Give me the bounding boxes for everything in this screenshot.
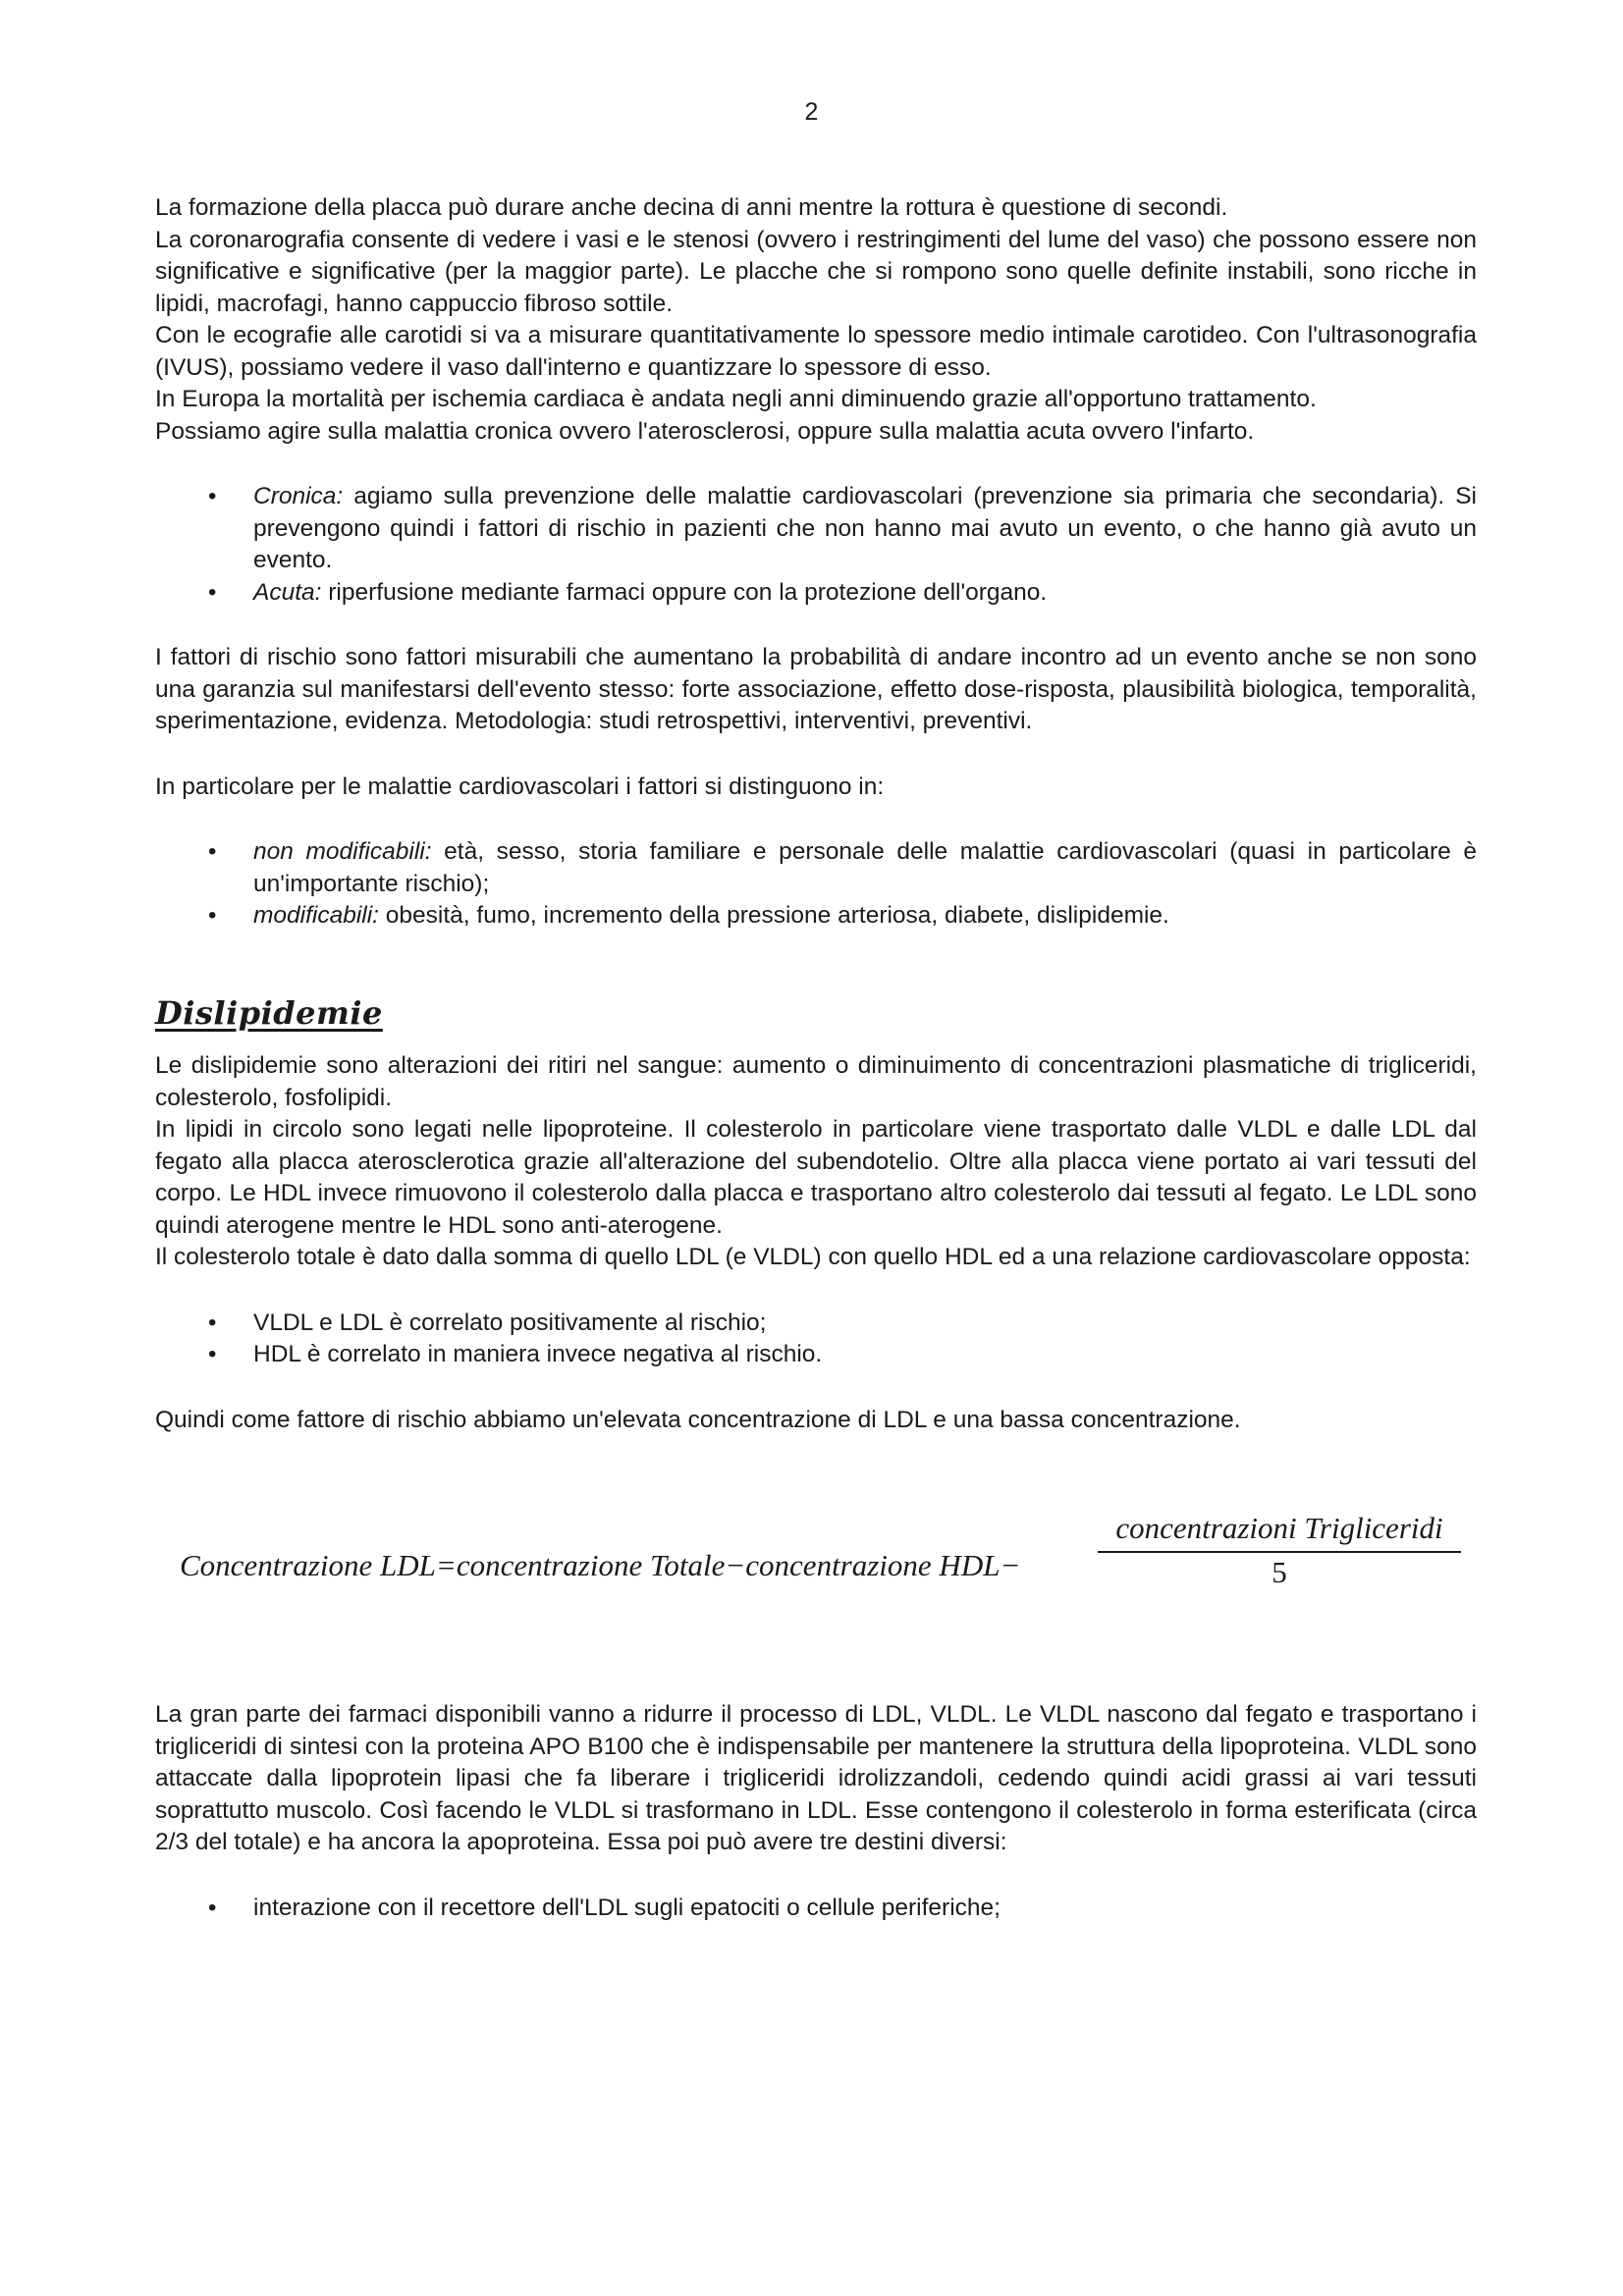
list-item-term: Acuta:: [253, 578, 322, 606]
list-item: [155, 1308, 1477, 1340]
paragraph: La coronarografia consente di vedere i vasi e le stenosi (ovvero i restringimenti del lume del vaso) che possono essere non significative e significative (per la maggior parte). Le placche che si rompono sono quelle definite instabili, sono ricche in lipidi, macrofagi, hanno cappuccio fibroso sottile.: [155, 226, 1477, 317]
paragraph: In lipidi in circolo sono legati nelle lipoproteine. Il colesterolo in particolare viene trasportato dalle VLDL e dalle LDL dal fegato alla placca aterosclerotica grazie all'alterazione del subendotelio. Oltre alla placca viene portato ai vari tessuti del corpo. Le HDL invece rimuovono il colesterolo dalla placca e trasportano altro colesterolo dai tessuti al fegato. Le LDL sono quindi aterogene mentre le HDL sono anti-aterogene.: [155, 1116, 1477, 1239]
list-item: [155, 481, 1477, 577]
paragraph: In particolare per le malattie cardiovascolari i fattori si distinguono in:: [155, 773, 885, 800]
bullet-list-lipoproteins: [155, 1308, 1477, 1371]
fraction-bar: [1098, 1551, 1461, 1553]
bullet-icon: •: [208, 1341, 217, 1367]
list-item-text: interazione con il recettore dell'LDL sugli epatociti o cellule periferiche;: [253, 1894, 1001, 1921]
formula-denominator: 5: [1271, 1554, 1287, 1589]
bullet-icon: •: [208, 578, 217, 606]
list-item-text: HDL è correlato in maniera invece negativa al rischio.: [253, 1341, 823, 1367]
bullet-list-risk-factors: [155, 836, 1477, 933]
paragraph: Con le ecografie alle carotidi si va a misurare quantitativamente lo spessore medio intimale carotideo. Con l'ultrasonografia (IVUS), possiamo vedere il vaso dall'interno e quantizzare lo spessore di esso.: [155, 322, 1477, 381]
bullet-icon: •: [208, 483, 217, 509]
list-item-text: riperfusione mediante farmaci oppure con la protezione dell'organo.: [321, 578, 1048, 606]
paragraph: Possiamo agire sulla malattia cronica ovvero l'aterosclerosi, oppure sulla malattia acuta ovvero l'infarto.: [155, 417, 1255, 445]
paragraph: In Europa la mortalità per ischemia cardiaca è andata negli anni diminuendo grazie all'opportuno trattamento.: [155, 386, 1317, 412]
list-item-term: modificabili:: [253, 902, 379, 929]
list-item-text: obesità, fumo, incremento della pressione arteriosa, diabete, dislipidemie.: [379, 902, 1169, 929]
list-item-text: VLDL e LDL è correlato positivamente al rischio;: [253, 1308, 767, 1336]
paragraph: Le dislipidemie sono alterazioni dei ritiri nel sangue: aumento o diminuimento di concentrazioni plasmatiche di trigliceridi, colesterolo, fosfolipidi.: [155, 1052, 1477, 1111]
list-item-text: età, sesso, storia familiare e personale delle malattie cardiovascolari (quasi in particolare è un'importante rischio);: [253, 838, 1477, 897]
bullet-icon: •: [208, 902, 217, 929]
page-number: 2: [804, 98, 819, 126]
ldl-formula: [155, 1513, 1477, 1621]
bullet-list-ldl-fates: [155, 1893, 1477, 1925]
list-item: [155, 1893, 1477, 1925]
list-item: [155, 836, 1477, 900]
paragraph: Il colesterolo totale è dato dalla somma di quello LDL (e VLDL) con quello HDL ed a una relazione cardiovascolare opposta:: [155, 1244, 1471, 1270]
list-item: [155, 900, 1477, 933]
list-item: [155, 577, 1477, 610]
page-content: [155, 192, 1477, 1924]
bullet-icon: •: [208, 838, 217, 865]
bullet-icon: •: [208, 1894, 217, 1921]
bullet-list-intervention: [155, 481, 1477, 609]
paragraph: La formazione della placca può durare anche decina di anni mentre la rottura è questione di secondi.: [155, 194, 1228, 221]
list-item-text: agiamo sulla prevenzione delle malattie cardiovascolari (prevenzione sia primaria che secondaria). Si prevengono quindi i fattori di rischio in pazienti che non hanno mai avuto un evento, o che hanno già avuto un evento.: [253, 483, 1477, 573]
paragraph: I fattori di rischio sono fattori misurabili che aumentano la probabilità di andare incontro ad un evento anche se non sono una garanzia sul manifestarsi dell'evento stesso: forte associazione, effetto dose-risposta, plausibilità biologica, temporalità, sperimentazione, evidenza. Metodologia: studi retrospettivi, interventivi, preventivi.: [155, 644, 1477, 734]
paragraph: La gran parte dei farmaci disponibili vanno a ridurre il processo di LDL, VLDL. Le VLDL nascono dal fegato e trasportano i trigliceridi di sintesi con la proteina APO B100 che è indispensabile per mantenere la struttura della lipoproteina. VLDL sono attaccate dalla lipoprotein lipasi che fa liberare i trigliceridi idrolizzandoli, cedendo quindi acidi grassi ai vari tessuti soprattutto muscolo. Così facendo le VLDL si trasformano in LDL. Esse contengono il colesterolo in forma esterificata (circa 2/3 del totale) e ha ancora la apoproteina. Essa poi può avere tre destini diversi:: [155, 1701, 1477, 1855]
list-item: [155, 1339, 1477, 1371]
paragraph: Quindi come fattore di rischio abbiamo un'elevata concentrazione di LDL e una bassa concentrazione.: [155, 1406, 1241, 1433]
formula-numerator: concentrazioni Trigliceridi: [1115, 1511, 1443, 1545]
formula-fraction: [1098, 1513, 1461, 1588]
section-heading: Dislipidemie: [155, 993, 383, 1032]
formula-expression: Concentrazione LDL=concentrazione Totale−concentrazione HDL−: [180, 1548, 1021, 1582]
list-item-term: non modificabili:: [253, 838, 432, 865]
list-item-term: Cronica:: [253, 483, 344, 509]
bullet-icon: •: [208, 1308, 217, 1336]
